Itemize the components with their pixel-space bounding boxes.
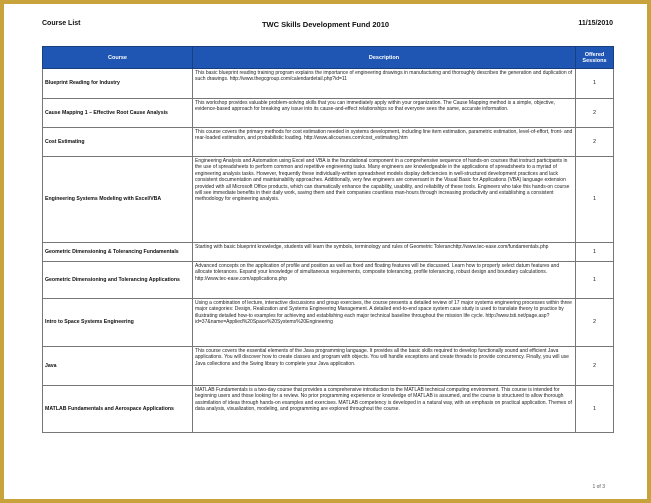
course-name: Geometric Dimensioning & Tolerancing Fundamentals [43, 243, 193, 262]
course-description: Using a combination of lecture, interactive discussions and group exercises, the course presents a detailed review of 17 major systems engineering processes within three major categories: Design, Realization and Systems Engineering Management. A detailed end-to-end space system case study is used to translate theory to practice by illustrating detailed how-to examples for achieving and establishing each major technical baseline throughout the mission life cycle. http://www.tsti.net/page.asp?id=37&name=Applied%20Space%20Systems%20Engineering [193, 299, 576, 347]
offered-sessions: 1 [576, 243, 614, 262]
course-description: This course covers the primary methods for cost estimation needed in systems development, including line item estimation, parametric estimation, level-of-effort, front- and rear-loaded estimation, and probabilistic loading. http://www.alicourses.com/cost_estimating.htm [193, 128, 576, 157]
course-name: Intro to Space Systems Engineering [43, 299, 193, 347]
offered-sessions: 1 [576, 157, 614, 243]
document-page [4, 4, 647, 499]
table-row [43, 99, 614, 128]
table-row [43, 243, 614, 262]
document-date: 11/15/2010 [578, 20, 613, 27]
offered-sessions: 1 [576, 69, 614, 99]
column-header-offered-sessions: Offered Sessions [576, 47, 614, 69]
course-list-label: Course List [42, 20, 81, 27]
course-name: MATLAB Fundamentals and Aerospace Applications [43, 386, 193, 433]
offered-sessions: 2 [576, 99, 614, 128]
offered-sessions: 2 [576, 299, 614, 347]
course-name: Java [43, 347, 193, 386]
table-row [43, 299, 614, 347]
course-name: Blueprint Reading for Industry [43, 69, 193, 99]
table-row [43, 157, 614, 243]
course-name: Engineering Systems Modeling with Excel/VBA [43, 157, 193, 243]
course-description: This basic blueprint reading training program explains the importance of engineering drawings in manufacturing and thoroughly describes the generation and duplication of such drawings. http://www.thegcgroup.com/calendardetail.php?id=11 [193, 69, 576, 99]
column-header-course: Course [43, 47, 193, 69]
course-name: Cause Mapping 1 – Effective Root Cause Analysis [43, 99, 193, 128]
course-description: Engineering Analysis and Automation using Excel and VBA is the foundational component in a comprehensive sequence of hands-on courses that instruct participants in the use of spreadsheets to perform common and repetitive engineering tasks. Many engineers are knowledgeable in the applications of spreadsheets to a myriad of engineering analysis tasks. However, frequently these individually-written spreadsheet models display deficiencies in well-structured development practices and lack consistent documentation and maintainability approaches. Additionally, very few engineers are conversant in the Visual Basic for Applications (VBA) language extension provided with all Microsoft Office products, which can dramatically enhance the capability, usability, and reliability of these tools. Engineers who take this hands-on course will see immediate benefits in their daily work, saving them and their companies countless man-hours through increasing productivity and establishing a consistent methodology for engineering analysis. [193, 157, 576, 243]
course-description: Starting with basic blueprint knowledge, students will learn the symbols, terminology and rules of Geometric Toleranchttp://www.tec-ease.com/fundamentals.php [193, 243, 576, 262]
table-row [43, 128, 614, 157]
course-name: Geometric Dimensioning and Tolerancing Applications [43, 262, 193, 299]
document-title: TWC Skills Development Fund 2010 [261, 20, 390, 29]
table-row [43, 262, 614, 299]
course-table [42, 46, 614, 433]
table-row [43, 386, 614, 433]
table-row [43, 347, 614, 386]
column-header-description: Description [193, 47, 576, 69]
offered-sessions: 2 [576, 128, 614, 157]
course-description: This workshop provides valuable problem-solving skills that you can immediately apply within your organization. The Cause Mapping method is a simple, objective, evidence-based approach for breaking any issue into its cause-and-effect relationships so that everyone sees the same, accurate information. [193, 99, 576, 128]
course-description: This course covers the essential elements of the Java programming language. It provides all the basic skills required to develop functionally sound and efficient Java applications. You will discover how to create classes and program with objects. You will handle exceptions and create threads to provide concurrency. Finally, you will use Java collections and the Swing library to complete your Java application. [193, 347, 576, 386]
course-name: Cost Estimating [43, 128, 193, 157]
offered-sessions: 1 [576, 386, 614, 433]
page-number: 1 of 3 [592, 484, 605, 490]
table-header-row [43, 47, 614, 69]
course-description: MATLAB Fundamentals is a two-day course that provides a comprehensive introduction to the MATLAB technical computing environment. This course is intended for beginning users and those looking for a review. No prior programming experience or knowledge of MATLAB is assumed, and the course is structured to allow thorough assimilation of ideas through hands-on examples and exercises. MATLAB competency is developed in a natural way, with an emphasis on practical application. Themes of data analysis, visualization, modeling, and programming are explored throughout the course. [193, 386, 576, 433]
offered-sessions: 2 [576, 347, 614, 386]
table-row [43, 69, 614, 99]
offered-sessions: 1 [576, 262, 614, 299]
course-description: Advanced concepts on the application of profile and position as well as fixed and floating features will be discussed. Learn how to properly select datum features and allocate tolerances. Expand your knowledge of simultaneous requirements, composite tolerancing, profile tolerancing, robust design and boundary calculations. http://www.tec-ease.com/applications.php [193, 262, 576, 299]
